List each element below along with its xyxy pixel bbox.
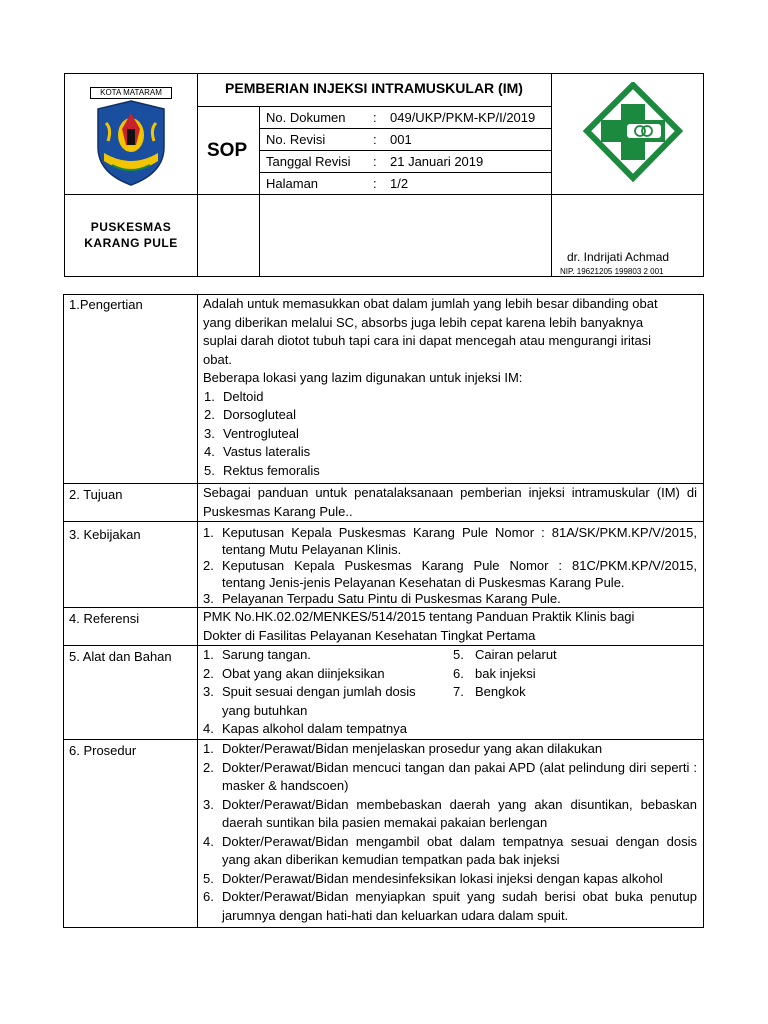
list-item: 1. Keputusan Kepala Puskesmas Karang Pule Nomor : 81A/SK/PKM.KP/V/2015, tentang Mutu Pelayanan Klinis. — [203, 525, 697, 557]
section-alat-left — [203, 646, 443, 739]
section-alat-right — [453, 646, 653, 702]
section-kebijakan — [203, 525, 697, 608]
list-item-text: Pelayanan Terpadu Satu Pintu di Puskesmas Karang Pule. — [222, 591, 561, 606]
meta-value: 1/2 — [390, 176, 409, 191]
section-label-tujuan: 2. Tujuan — [69, 487, 123, 502]
meta-key: Halaman — [266, 176, 319, 191]
list-item: 1. Dokter/Perawat/Bidan menjelaskan prosedur yang akan dilakukan — [203, 741, 603, 756]
list-item-text: Dokter/Perawat/Bidan menyiapkan spuit yang sudah berisi obat buka penutup jarumnya dengan hati-hati dan keluarkan udara dalam spuit. — [222, 889, 697, 923]
meta-value: 001 — [390, 132, 412, 147]
list-item-text: Dokter/Perawat/Bidan mengambil obat dalam tempatnya sesuai dengan dosis yang akan diberikan kemudian tempatkan pada bak injeksi — [222, 833, 697, 867]
list-item-text: Ventrogluteal — [223, 425, 299, 441]
list-item: 4. Kapas alkohol dalam tempatnya — [203, 721, 408, 736]
list-item: 2. Dokter/Perawat/Bidan mencuci tangan dan pakai APD (alat pelindung diri seperti : masker & handscoen) — [203, 759, 697, 793]
list-item-text: Cairan pelarut — [475, 647, 557, 662]
list-item: 4. Dokter/Perawat/Bidan mengambil obat dalam tempatnya sesuai dengan dosis yang akan diberikan kemudian tempatkan pada bak injeksi — [203, 833, 697, 867]
list-item: 6. bak injeksi — [453, 665, 536, 681]
divider — [551, 74, 552, 276]
sop-body — [63, 294, 704, 928]
puskesmas-name — [65, 219, 197, 251]
signatory-nip: NIP. 19621205 199803 2 001 — [560, 267, 664, 276]
list-item: 3. Ventrogluteal — [204, 425, 299, 441]
section-label-pengertian: 1.Pengertian — [69, 297, 143, 312]
list-item-text: Vastus lateralis — [223, 444, 311, 459]
section-label-referensi: 4. Referensi — [69, 611, 140, 626]
meta-value: 21 Januari 2019 — [390, 154, 484, 169]
section-tujuan: Sebagai panduan untuk penatalaksanaan pemberian injeksi intramuskular (IM) di Puskesmas Karang Pule.. — [203, 485, 697, 519]
meta-sep: : — [373, 132, 377, 147]
meta-key: No. Revisi — [266, 132, 326, 147]
sop-header — [64, 73, 704, 277]
list-item-text: Dokter/Perawat/Bidan menjelaskan prosedur yang akan dilakukan — [222, 741, 603, 756]
list-item: 4. Vastus lateralis — [204, 444, 311, 459]
list-item-text: Keputusan Kepala Puskesmas Karang Pule Nomor : 81A/SK/PKM.KP/V/2015, tentang Mutu Pelayanan Klinis. — [222, 525, 697, 557]
list-item-text: Kapas alkohol dalam tempatnya — [222, 721, 408, 736]
list-item-text: Deltoid — [223, 388, 264, 404]
section-label-prosedur: 6. Prosedur — [69, 743, 137, 758]
logo-label: KOTA MATARAM — [90, 87, 172, 99]
sop-label: SOP — [207, 140, 248, 161]
meta-sep: : — [373, 176, 377, 191]
list-item: 1. Deltoid — [204, 388, 264, 404]
list-item-text: Spuit sesuai dengan jumlah dosis yang butuhkan — [222, 684, 416, 718]
divider — [65, 194, 703, 195]
section-referensi — [203, 608, 697, 645]
list-item-text: Dorsogluteal — [223, 407, 296, 422]
text-line: obat. — [203, 351, 232, 367]
kota-mataram-logo — [90, 87, 172, 187]
puskesmas-line: PUSKESMAS — [90, 220, 172, 234]
document-title: PEMBERIAN INJEKSI INTRAMUSKULAR (IM) — [225, 80, 523, 96]
list-item-text: bak injeksi — [475, 665, 536, 681]
meta-sep: : — [373, 154, 377, 169]
city-crest-icon — [92, 99, 170, 187]
divider — [197, 295, 198, 927]
list-item-text: Dokter/Perawat/Bidan mencuci tangan dan pakai APD (alat pelindung diri seperti : masker & handscoen) — [222, 759, 697, 793]
text-line: Dokter di Fasilitas Pelayanan Kesehatan Tingkat Pertama — [203, 627, 536, 643]
divider — [259, 106, 260, 276]
section-label-kebijakan: 3. Kebijakan — [69, 527, 141, 542]
list-item-text: Obat yang akan diinjeksikan — [222, 665, 385, 681]
list-item: 2. Obat yang akan diinjeksikan — [203, 665, 385, 681]
list-item: 2. Dorsogluteal — [204, 407, 296, 422]
text-line: Adalah untuk memasukkan obat dalam jumlah yang lebih besar dibanding obat — [203, 296, 658, 311]
puskesmas-logo-icon — [583, 82, 683, 186]
text-line: suplai darah diotot tubuh tapi cara ini dapat mencegah atau mengurangi iritasi — [203, 333, 652, 348]
text-line: PMK No.HK.02.02/MENKES/514/2015 tentang Panduan Praktik Klinis bagi — [203, 609, 635, 624]
divider — [259, 150, 551, 151]
divider — [259, 128, 551, 129]
list-item: 5. Dokter/Perawat/Bidan mendesinfeksikan lokasi injeksi dengan kapas alkohol — [203, 870, 663, 886]
list-item: 7. Bengkok — [453, 684, 526, 699]
text-line: Beberapa lokasi yang lazim digunakan untuk injeksi IM: — [203, 370, 523, 385]
list-item-text: Bengkok — [475, 684, 526, 699]
list-item-text: Rektus femoralis — [223, 462, 320, 478]
list-item: 3. Spuit sesuai dengan jumlah dosis yang butuhkan — [203, 684, 416, 718]
meta-key: Tanggal Revisi — [266, 154, 351, 169]
list-item: 2. Keputusan Kepala Puskesmas Karang Pule Nomor : 81C/PKM.KP/V/2015, tentang Jenis-jenis Pelayanan Kesehatan di Puskesmas Karang Pule. — [203, 558, 697, 590]
divider — [259, 172, 551, 173]
signatory-name: dr. Indrijati Achmad — [567, 250, 670, 264]
list-item-text: Dokter/Perawat/Bidan membebaskan daerah yang akan disuntikan, bebaskan daerah suntikan bila pasien memakai pakaian berlengan — [222, 796, 697, 830]
meta-sep: : — [373, 110, 377, 125]
list-item: 6. Dokter/Perawat/Bidan menyiapkan spuit yang sudah berisi obat buka penutup jarumnya dengan hati-hati dan keluarkan udara dalam spuit. — [203, 889, 697, 923]
list-item-text: Keputusan Kepala Puskesmas Karang Pule Nomor : 81C/PKM.KP/V/2015, tentang Jenis-jenis Pelayanan Kesehatan di Puskesmas Karang Pule. — [222, 558, 697, 590]
list-item: 3. Pelayanan Terpadu Satu Pintu di Puskesmas Karang Pule. — [203, 591, 561, 606]
divider — [64, 521, 703, 522]
section-pengertian — [203, 295, 697, 480]
list-item: 1. Sarung tangan. — [203, 647, 311, 662]
text-line: yang diberikan melalui SC, absorbs juga lebih cepat karena lebih banyaknya — [203, 314, 644, 330]
divider — [197, 106, 551, 107]
puskesmas-line: KARANG PULE — [84, 236, 178, 250]
section-label-alat: 5. Alat dan Bahan — [69, 649, 172, 664]
section-prosedur — [203, 740, 697, 925]
list-item: 5. Rektus femoralis — [204, 462, 320, 478]
meta-value: 049/UKP/PKM-KP/I/2019 — [390, 110, 536, 125]
list-item: 3. Dokter/Perawat/Bidan membebaskan daerah yang akan disuntikan, bebaskan daerah suntikan bila pasien memakai pakaian berlengan — [203, 796, 697, 830]
list-item: 5. Cairan pelarut — [453, 647, 557, 662]
list-item-text: Sarung tangan. — [222, 647, 311, 662]
list-item-text: Dokter/Perawat/Bidan mendesinfeksikan lokasi injeksi dengan kapas alkohol — [222, 870, 663, 886]
divider — [197, 74, 198, 276]
meta-key: No. Dokumen — [266, 110, 346, 125]
